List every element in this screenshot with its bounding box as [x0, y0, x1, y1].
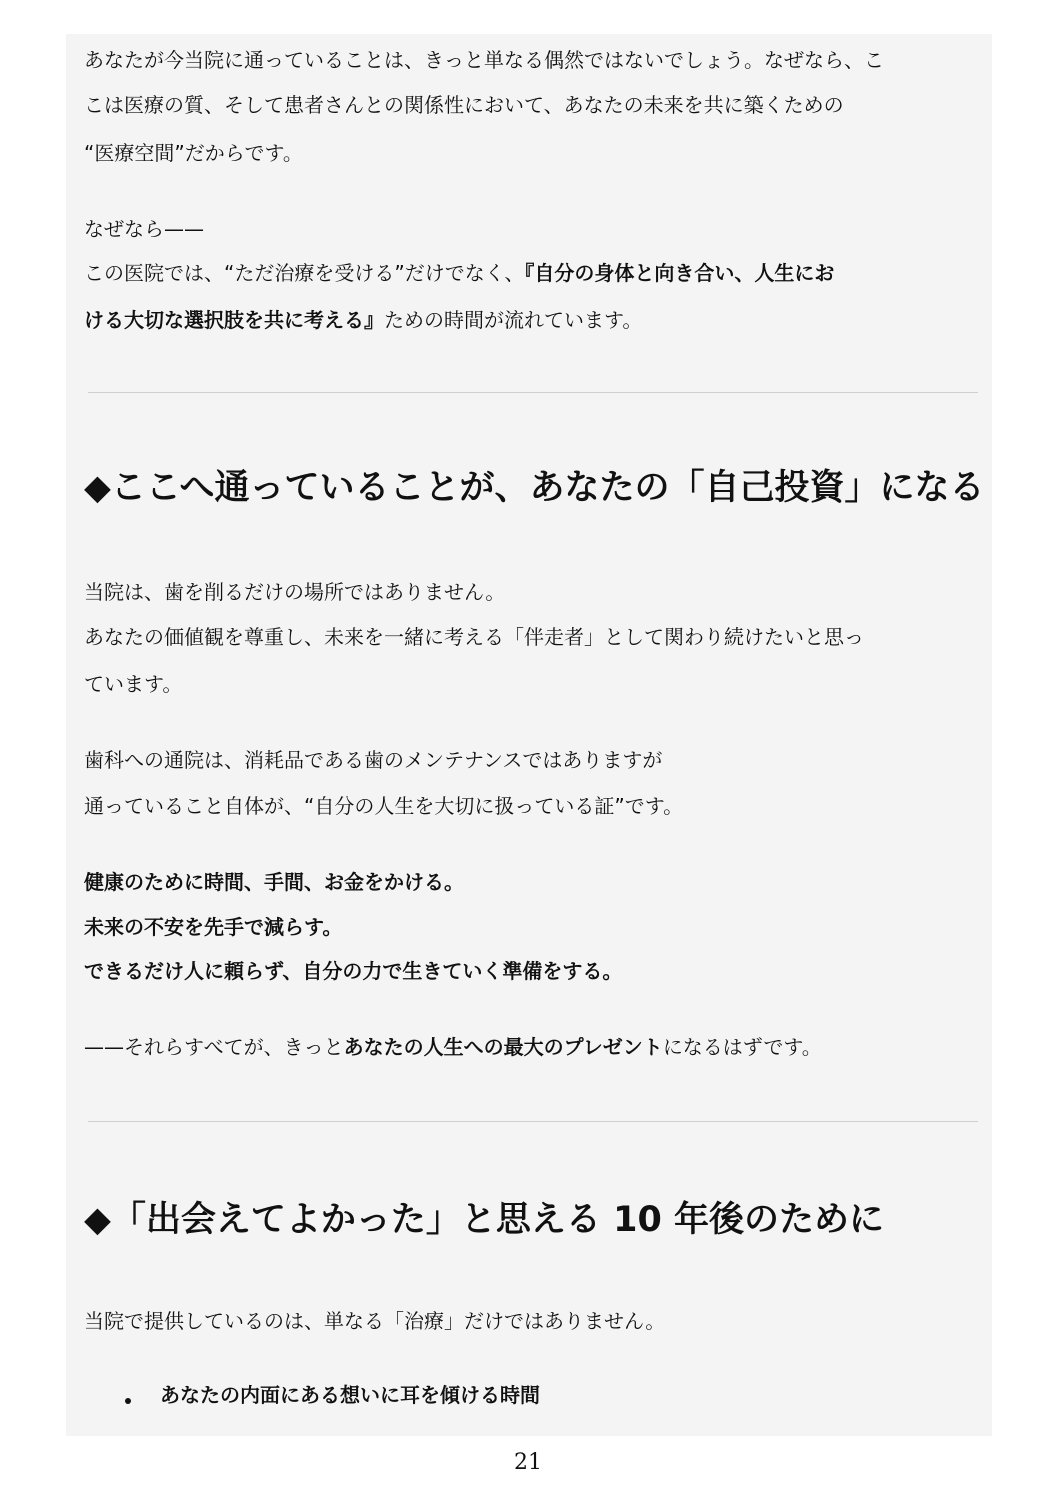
reason-line-1 — [84, 260, 834, 286]
reason-line-2-plain: ための時間が流れています。 — [384, 308, 643, 332]
section-1-closing — [84, 1034, 822, 1060]
section-2-bullet-1: あなたの内面にある想いに耳を傾ける時間 — [160, 1383, 540, 1407]
page-number: 21 — [514, 1450, 542, 1475]
section-divider — [88, 392, 978, 393]
reason-line-2-bold: ける大切な選択肢を共に考える』 — [84, 308, 384, 332]
section-divider — [88, 1121, 978, 1122]
section-1-bold-line-3: できるだけ人に頼らず、自分の力で生きていく準備をする。 — [84, 959, 623, 983]
intro-line-1: あなたが今当院に通っていることは、きっと単なる偶然ではないでしょう。なぜなら、こ — [84, 48, 884, 72]
section-1-closing-bold: あなたの人生への最大のプレゼント — [343, 1035, 663, 1059]
intro-line-3: “医療空間”だからです。 — [84, 141, 303, 165]
section-1-para-1-line-3: ています。 — [84, 672, 183, 696]
section-2-heading: ◆「出会えてよかった」と思える 10 年後のために — [84, 1200, 884, 1240]
section-1-heading: ◆ここへ通っていることが、あなたの「自己投資」になる — [84, 468, 985, 508]
section-1-closing-plain-2: になるはずです。 — [662, 1035, 822, 1059]
reason-line-1-plain: この医院では、“ただ治療を受ける”だけでなく、 — [84, 261, 525, 285]
reason-lead: なぜなら—— — [84, 217, 204, 241]
section-1-para-1-line-1: 当院は、歯を削るだけの場所ではありません。 — [84, 580, 506, 604]
reason-line-1-bold: 『自分の身体と向き合い、人生にお — [524, 261, 835, 285]
section-1-para-2-line-1: 歯科への通院は、消耗品である歯のメンテナンスではありますが — [84, 748, 663, 772]
section-1-para-2-line-2: 通っていること自体が、“自分の人生を大切に扱っている証”です。 — [84, 794, 684, 818]
reason-line-2 — [84, 307, 642, 333]
intro-line-2: こは医療の質、そして患者さんとの関係性において、あなたの未来を共に築くための — [84, 93, 844, 117]
section-1-para-1-line-2: あなたの価値観を尊重し、未来を一緒に考える「伴走者」として関わり続けたいと思っ — [84, 625, 864, 649]
section-1-bold-line-2: 未来の不安を先手で減らす。 — [84, 915, 343, 939]
bullet-dot-icon — [125, 1398, 131, 1404]
section-1-closing-plain-1: ——それらすべてが、きっと — [84, 1035, 344, 1059]
section-1-bold-line-1: 健康のために時間、手間、お金をかける。 — [84, 870, 464, 894]
section-2-para-1: 当院で提供しているのは、単なる「治療」だけではありません。 — [84, 1309, 666, 1333]
